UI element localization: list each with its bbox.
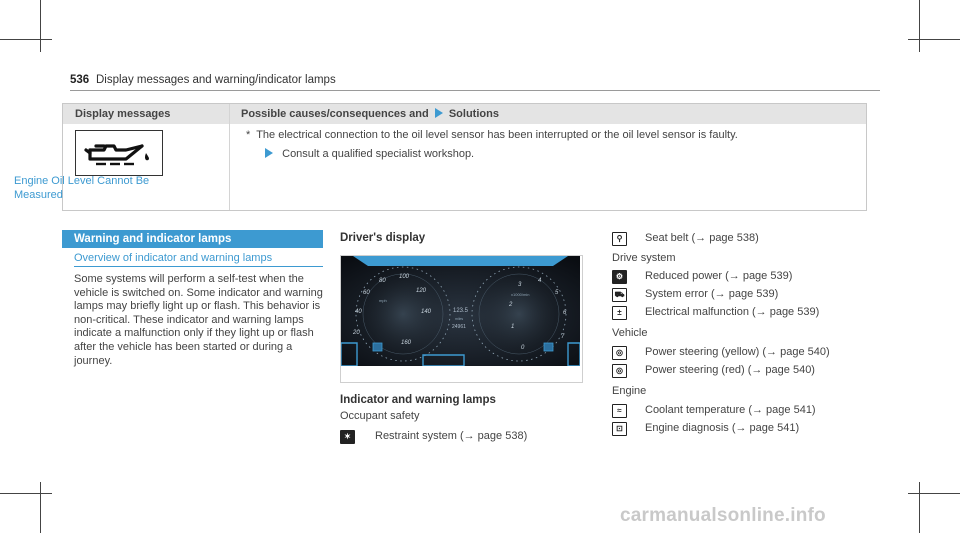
- vehicle-label: Vehicle: [612, 327, 648, 339]
- body-paragraph: Some systems will perform a self-test when the vehicle is switched on. Some indicator and warning lamps may briefly light up or flash. This behavior is non-critical. These indicator and warning lamps indicate a malfunction only if they light up or flash after the vehicle has been started or during a journey.: [74, 273, 323, 367]
- page-header-title: Display messages and warning/indicator lamps: [96, 74, 336, 86]
- solution-text: [246, 129, 738, 141]
- oil-can-level-icon: [75, 130, 163, 176]
- system-error-entry: System error (→ page 539): [645, 288, 779, 300]
- section-subtitle: Overview of indicator and warning lamps: [74, 252, 323, 267]
- crop-mark: [0, 39, 52, 40]
- instrument-cluster: [341, 256, 580, 366]
- electrical-malfunction-entry: Electrical malfunction (→ page 539): [645, 306, 820, 318]
- crop-mark: [40, 482, 41, 533]
- reduced-power-entry: Reduced power (→ page 539): [645, 270, 793, 282]
- speed-tick-140: 140: [421, 309, 432, 315]
- coolant-temperature-entry: Coolant temperature (→ page 541): [645, 404, 816, 416]
- col-header-solutions-label: Solutions: [448, 108, 499, 120]
- crop-mark: [919, 482, 920, 533]
- battery-icon: ±: [612, 306, 627, 320]
- solution-action-text: Consult a qualified specialist workshop.: [282, 148, 475, 160]
- speed-unit: mph: [379, 298, 387, 303]
- col-header-causes: Possible causes/consequences and: [241, 108, 429, 120]
- power-steering-red-entry: Power steering (red) (→ page 540): [645, 364, 815, 376]
- airbag-icon: ✶: [340, 430, 355, 444]
- center-value: 123.5: [453, 308, 469, 314]
- power-steering-yellow-entry: Power steering (yellow) (→ page 540): [645, 346, 830, 358]
- watermark: carmanualsonline.info: [620, 505, 826, 526]
- page-number: 536: [70, 74, 90, 86]
- speed-tick-80: 80: [379, 278, 386, 284]
- steering-wheel-icon: ◎: [612, 346, 627, 360]
- display-message-label: Engine Oil Level Cannot Be Measured: [14, 175, 150, 201]
- speed-tick-100: 100: [399, 274, 410, 280]
- play-arrow-icon: [435, 108, 443, 118]
- rpm-unit: x1000/min: [511, 292, 530, 297]
- car-system-error-icon: ⛟: [612, 288, 627, 302]
- crop-mark: [40, 0, 41, 52]
- drive-system-label: Drive system: [612, 252, 676, 264]
- steering-wheel-icon: ◎: [612, 364, 627, 378]
- section-title-bar: [62, 230, 323, 248]
- coolant-temperature-icon: ≈: [612, 404, 627, 418]
- header-rule: [70, 90, 880, 91]
- rpm-tick-5: 5: [555, 290, 559, 296]
- solution-bullet: *: [246, 129, 251, 141]
- solution-text-body: The electrical connection to the oil level sensor has been interrupted or the oil level sensor is faulty.: [256, 129, 738, 141]
- restraint-system-entry: Restraint system (→ page 538): [375, 430, 528, 442]
- drivers-display-heading: Driver's display: [340, 232, 426, 244]
- speed-tick-120: 120: [416, 288, 427, 294]
- speed-tick-60: 60: [363, 290, 370, 296]
- center-odometer: 24961: [452, 324, 466, 330]
- col-header-solutions: [241, 108, 499, 120]
- crop-mark: [908, 493, 960, 494]
- center-unit: miles: [455, 317, 464, 321]
- seat-belt-icon: ⚲: [612, 232, 627, 246]
- rpm-tick-0: 0: [521, 345, 525, 351]
- speed-tick-160: 160: [401, 340, 412, 346]
- rpm-tick-1: 1: [511, 324, 515, 330]
- section-title: Warning and indicator lamps: [74, 233, 232, 245]
- lamps-heading: Indicator and warning lamps: [340, 394, 496, 406]
- seat-belt-entry: Seat belt (→ page 538): [645, 232, 759, 244]
- solution-action: [262, 148, 474, 160]
- engine-diagnosis-entry: Engine diagnosis (→ page 541): [645, 422, 800, 434]
- play-arrow-icon: [265, 148, 273, 158]
- rpm-tick-2: 2: [509, 302, 513, 308]
- reduced-power-icon: ⚙: [612, 270, 627, 284]
- engine-label: Engine: [612, 385, 647, 397]
- table-header: [63, 104, 866, 124]
- speed-tick-40: 40: [355, 309, 362, 315]
- rpm-tick-7: 7: [561, 334, 565, 340]
- rpm-tick-6: 6: [563, 310, 567, 316]
- rpm-tick-4: 4: [538, 278, 542, 284]
- crop-mark: [0, 493, 52, 494]
- rpm-tick-3: 3: [518, 282, 522, 288]
- col-header-display-messages: Display messages: [75, 108, 171, 120]
- occupant-safety-label: Occupant safety: [340, 410, 420, 422]
- column-divider: [229, 104, 230, 210]
- crop-mark: [919, 0, 920, 52]
- crop-mark: [908, 39, 960, 40]
- speed-tick-20: 20: [353, 330, 360, 336]
- engine-diagnosis-icon: ⊡: [612, 422, 627, 436]
